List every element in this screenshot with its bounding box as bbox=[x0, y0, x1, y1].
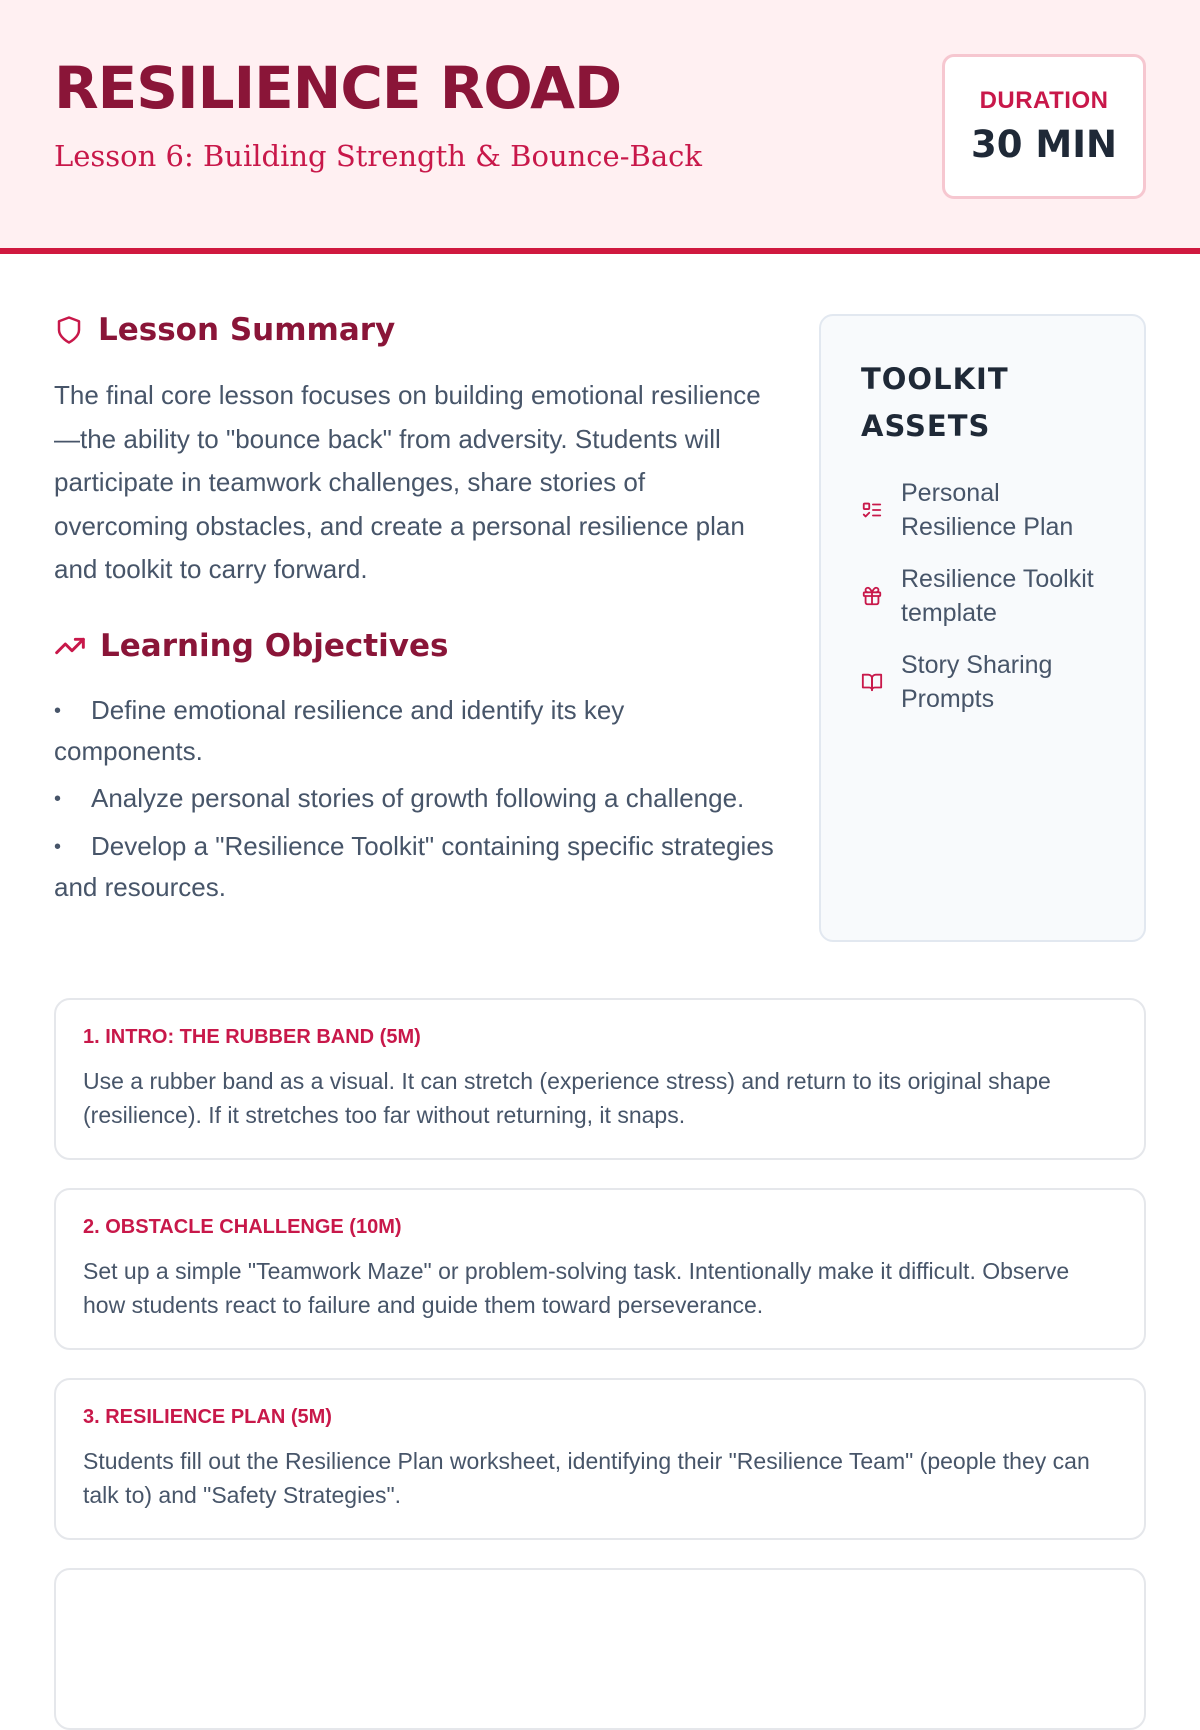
summary-text: The final core lesson focuses on building emotional resilience—the ability to "bounce back" from adversity. Students will participate in teamwork challenges, share stories of overcoming obstacles, and create a personal resilience plan and toolkit to carry forward. bbox=[54, 380, 761, 584]
toolkit-item-label: Resilience Toolkit template bbox=[901, 565, 1094, 627]
step-card-obstacle-challenge bbox=[54, 1188, 1146, 1350]
toolkit-item-label: Story Sharing Prompts bbox=[901, 651, 1053, 713]
objective-text: Define emotional resilience and identify its key components. bbox=[54, 695, 625, 766]
objective-text: Analyze personal stories of growth following a challenge. bbox=[91, 783, 745, 813]
summary-heading bbox=[54, 312, 395, 348]
bullet: • bbox=[54, 700, 62, 722]
step-card-resilience-plan bbox=[54, 1378, 1146, 1540]
objectives-list bbox=[54, 690, 774, 914]
toolkit-panel bbox=[819, 314, 1146, 942]
bullet: • bbox=[54, 788, 62, 810]
step-title: 2. OBSTACLE CHALLENGE (10M) bbox=[83, 1216, 402, 1238]
step-body: Set up a simple "Teamwork Maze" or problem-solving task. Intentionally make it difficult. Observe how students react to failure and guide them toward perseverance. bbox=[83, 1258, 1070, 1318]
gift-icon bbox=[861, 585, 883, 607]
toolkit-title: TOOLKIT ASSETS bbox=[861, 362, 1009, 443]
step-body: Students fill out the Resilience Plan worksheet, identifying their "Resilience Team" (people they can talk to) and "Safety Strategies". bbox=[83, 1448, 1090, 1508]
toolkit-item-toolkit-template[interactable] bbox=[861, 562, 1111, 630]
duration-label: DURATION bbox=[979, 87, 1109, 114]
list-item bbox=[54, 826, 774, 907]
list-item bbox=[54, 778, 774, 819]
step-card-partial bbox=[54, 1568, 1146, 1730]
step-body: Use a rubber band as a visual. It can stretch (experience stress) and return to its original shape (resilience). If it stretches too far without returning, it snaps. bbox=[83, 1068, 1051, 1128]
objective-text: Develop a "Resilience Toolkit" containing specific strategies and resources. bbox=[54, 831, 774, 902]
toolkit-item-label: Personal Resilience Plan bbox=[901, 479, 1074, 541]
lesson-header bbox=[0, 0, 1200, 254]
duration-card bbox=[942, 54, 1146, 199]
book-open-icon bbox=[861, 671, 883, 693]
objectives-heading bbox=[54, 628, 448, 664]
step-title: 3. RESILIENCE PLAN (5M) bbox=[83, 1406, 332, 1428]
bullet: • bbox=[54, 836, 62, 858]
toolkit-item-resilience-plan[interactable] bbox=[861, 476, 1111, 544]
step-title: 1. INTRO: THE RUBBER BAND (5M) bbox=[83, 1026, 421, 1048]
list-item bbox=[54, 690, 774, 771]
lesson-subtitle: Lesson 6: Building Strength & Bounce-Back bbox=[54, 139, 702, 173]
list-checks-icon bbox=[861, 499, 883, 521]
shield-icon bbox=[54, 314, 84, 346]
page-title: RESILIENCE ROAD bbox=[54, 54, 622, 122]
toolkit-item-story-prompts[interactable] bbox=[861, 648, 1111, 716]
objectives-heading-label: Learning Objectives bbox=[100, 628, 449, 664]
trending-up-icon bbox=[54, 630, 86, 662]
summary-heading-label: Lesson Summary bbox=[98, 312, 396, 348]
step-card-intro bbox=[54, 998, 1146, 1160]
duration-value: 30 MIN bbox=[971, 123, 1117, 166]
